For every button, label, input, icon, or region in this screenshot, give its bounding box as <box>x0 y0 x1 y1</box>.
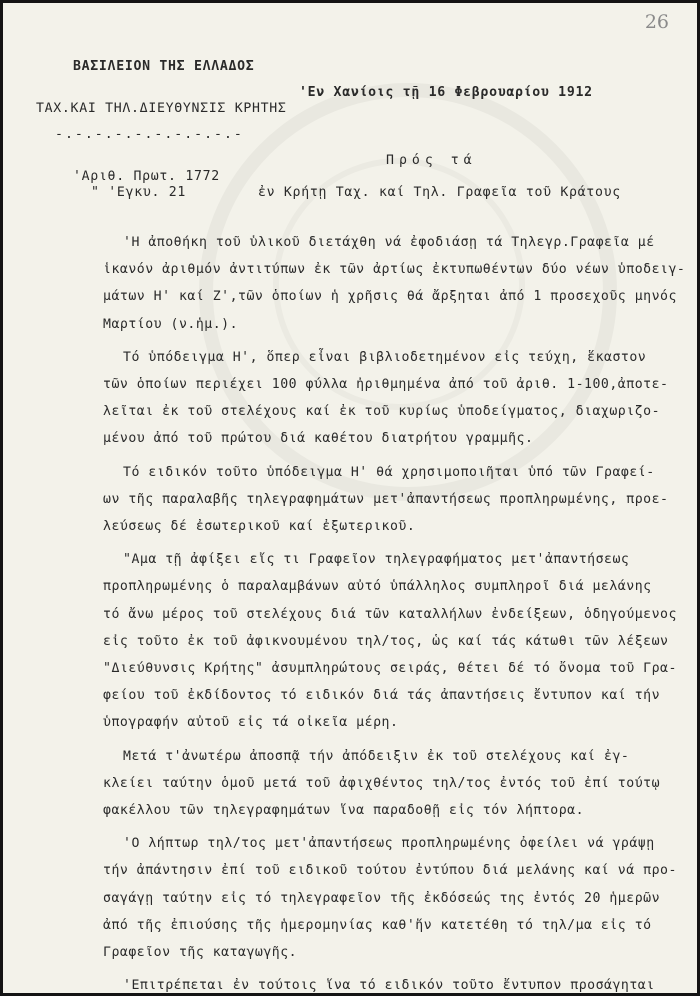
paragraph-line: μένου ἀπό τοῦ πρώτου διά καθέτου διατρήτου γραμμῆς. <box>103 431 534 447</box>
paragraph-line: λεῖται ἐκ τοῦ στελέχους καί ἐκ τοῦ κυρίως ὑποδείγματος, διαχωριζο- <box>103 404 661 420</box>
addressee-line: ἐν Κρήτῃ Ταχ. καί Τηλ. Γραφεῖα τοῦ Κράτους <box>258 185 621 200</box>
paragraph-line: ων τῆς παραλαβῆς τηλεγραφημάτων μετ'ἀπαντήσεως προπληρωμένης, προε- <box>103 491 669 507</box>
protocol-number: 'Αριθ. Πρωτ. 1772 <box>73 169 220 184</box>
paragraph <box>103 546 677 736</box>
paragraph-line: Μετά τ'ἀνωτέρω ἀποσπᾷ τήν ἀπόδειξιν ἐκ τοῦ στελέχους καί ἐγ- <box>123 748 630 764</box>
paragraph-line: τήν ἀπάντησιν ἐπί τοῦ ειδικοῦ τούτου ἐντύπου διά μελάνης καί νά προ- <box>103 863 677 879</box>
paragraph-line: μάτων Η' καί Ζ',τῶν ὁποίων ἡ χρῆσις θά ἄρξηται ἀπό 1 προσεχοῦς μηνός <box>103 289 677 305</box>
paragraph-line: 'Ο λήπτωρ τηλ/τος μετ'ἀπαντήσεως προπληρωμένης ὀφείλει νά γράψῃ <box>123 836 655 852</box>
paragraph-line: Τό ὑπόδειγμα Η', ὅπερ εἶναι βιβλιοδετημένον εἰς τεύχη, ἕκαστον <box>123 349 647 365</box>
date-line: 'Εν Χανίοις τῇ 16 Φεβρουαρίου 1912 <box>299 85 593 100</box>
paragraph <box>103 972 655 996</box>
paragraph <box>103 743 661 825</box>
paragraph-line: "Διεύθυνσις Κρήτης" ἀσυμπληρώτους σειράς, θέτει δέ τό ὄνομα τοῦ Γρα- <box>103 661 677 677</box>
paragraph <box>103 344 669 453</box>
paragraph-line: 'Επιτρέπεται ἐν τούτοις ἵνα τό ειδικόν τοῦτο ἔντυπον προσάγηται <box>123 978 655 994</box>
paragraph-line: σαγάγῃ ταύτην εἰς τό τηλεγραφεῖον τῆς ἐκδόσεώς της ἐντός 20 ἡμερῶν <box>103 890 661 906</box>
directorate-heading: ΤΑΧ.ΚΑΙ ΤΗΛ.ΔΙΕΥΘΥΝΣΙΣ ΚΡΗΤΗΣ <box>36 101 287 116</box>
paragraph-line: κλείει ταύτην ὁμοῦ μετά τοῦ ἀφιχθέντος τηλ/τος ἐντός τοῦ ἐπί τούτῳ <box>103 775 661 791</box>
paragraph-line: ἀπό τῆς ἐπιούσης τῆς ἡμερομηνίας καθ'ἥν κατετέθη τό τηλ/μα εἰς τό <box>103 917 652 933</box>
paragraph-line: προπληρωμένης ὁ παραλαμβάνων αὐτό ὑπάλληλος συμπληροῖ διά μελάνης <box>103 579 652 595</box>
paragraph <box>103 459 669 541</box>
paragraph-line: Γραφεῖον τῆς καταγωγῆς. <box>103 945 298 961</box>
paragraph-line: λεύσεως δέ ἐσωτερικοῦ καί ἐξωτερικοῦ. <box>103 519 416 535</box>
folio-number: 26 <box>644 11 669 33</box>
paragraph-line: τῶν ὁποίων περιέχει 100 φύλλα ἠριθμημένα ἀπό τοῦ ἀριθ. 1-100,ἀποτε- <box>103 377 669 393</box>
paragraph-line: φείου τοῦ ἐκδίδοντος τό ειδικόν διά τάς ἀπαντήσεις ἔντυπον καί τήν <box>103 688 661 704</box>
dashed-divider: -.-.-.-.-.-.-.-.-.- <box>55 127 244 142</box>
paragraph-line: Τό ειδικόν τοῦτο ὑπόδειγμα Η' θά χρησιμοποιῆται ὑπό τῶν Γραφεί- <box>123 464 655 480</box>
paragraph <box>103 830 677 966</box>
letter-body <box>103 229 686 996</box>
paragraph <box>103 229 686 338</box>
paragraph-line: εἰς τοῦτο ἐκ τοῦ ἀφικνουμένου τηλ/τος, ὡς καί τάς κάτωθι τῶν λέξεων <box>103 633 669 649</box>
paragraph-line: "Αμα τῇ ἀφίξει εἴς τι Γραφεῖον τηλεγραφήματος μετ'ἀπαντήσεως <box>123 552 630 568</box>
paragraph-line: ἱκανόν ἀριθμόν ἀντιτύπων ἐκ τῶν ἀρτίως ἐκτυπωθέντων δύο νέων ὑποδειγ- <box>103 262 686 278</box>
addressee-prefix: Πρός τά <box>386 153 477 168</box>
circular-number: " 'Εγκυ. 21 <box>91 185 187 200</box>
paragraph-line: Μαρτίου (ν.ἡμ.). <box>103 316 239 332</box>
kingdom-heading: ΒΑΣΙΛΕΙΟΝ ΤΗΣ ΕΛΛΑΔΟΣ <box>73 59 255 74</box>
paragraph-line: ὑπογραφήν αὐτοῦ εἰς τά οἰκεῖα μέρη. <box>103 715 399 731</box>
paragraph-line: φακέλλου τῶν τηλεγραφημάτων ἵνα παραδοθῇ εἰς τόν λήπτορα. <box>103 803 585 819</box>
paragraph-line: τό ἄνω μέρος τοῦ στελέχους διά τῶν καταλλήλων ἐνδείξεων, ὁδηγούμενος <box>103 606 677 622</box>
paragraph-line: 'Η ἀποθήκη τοῦ ὑλικοῦ διετάχθη νά ἐφοδιάσῃ τά Τηλεγρ.Γραφεῖα μέ <box>123 235 655 250</box>
